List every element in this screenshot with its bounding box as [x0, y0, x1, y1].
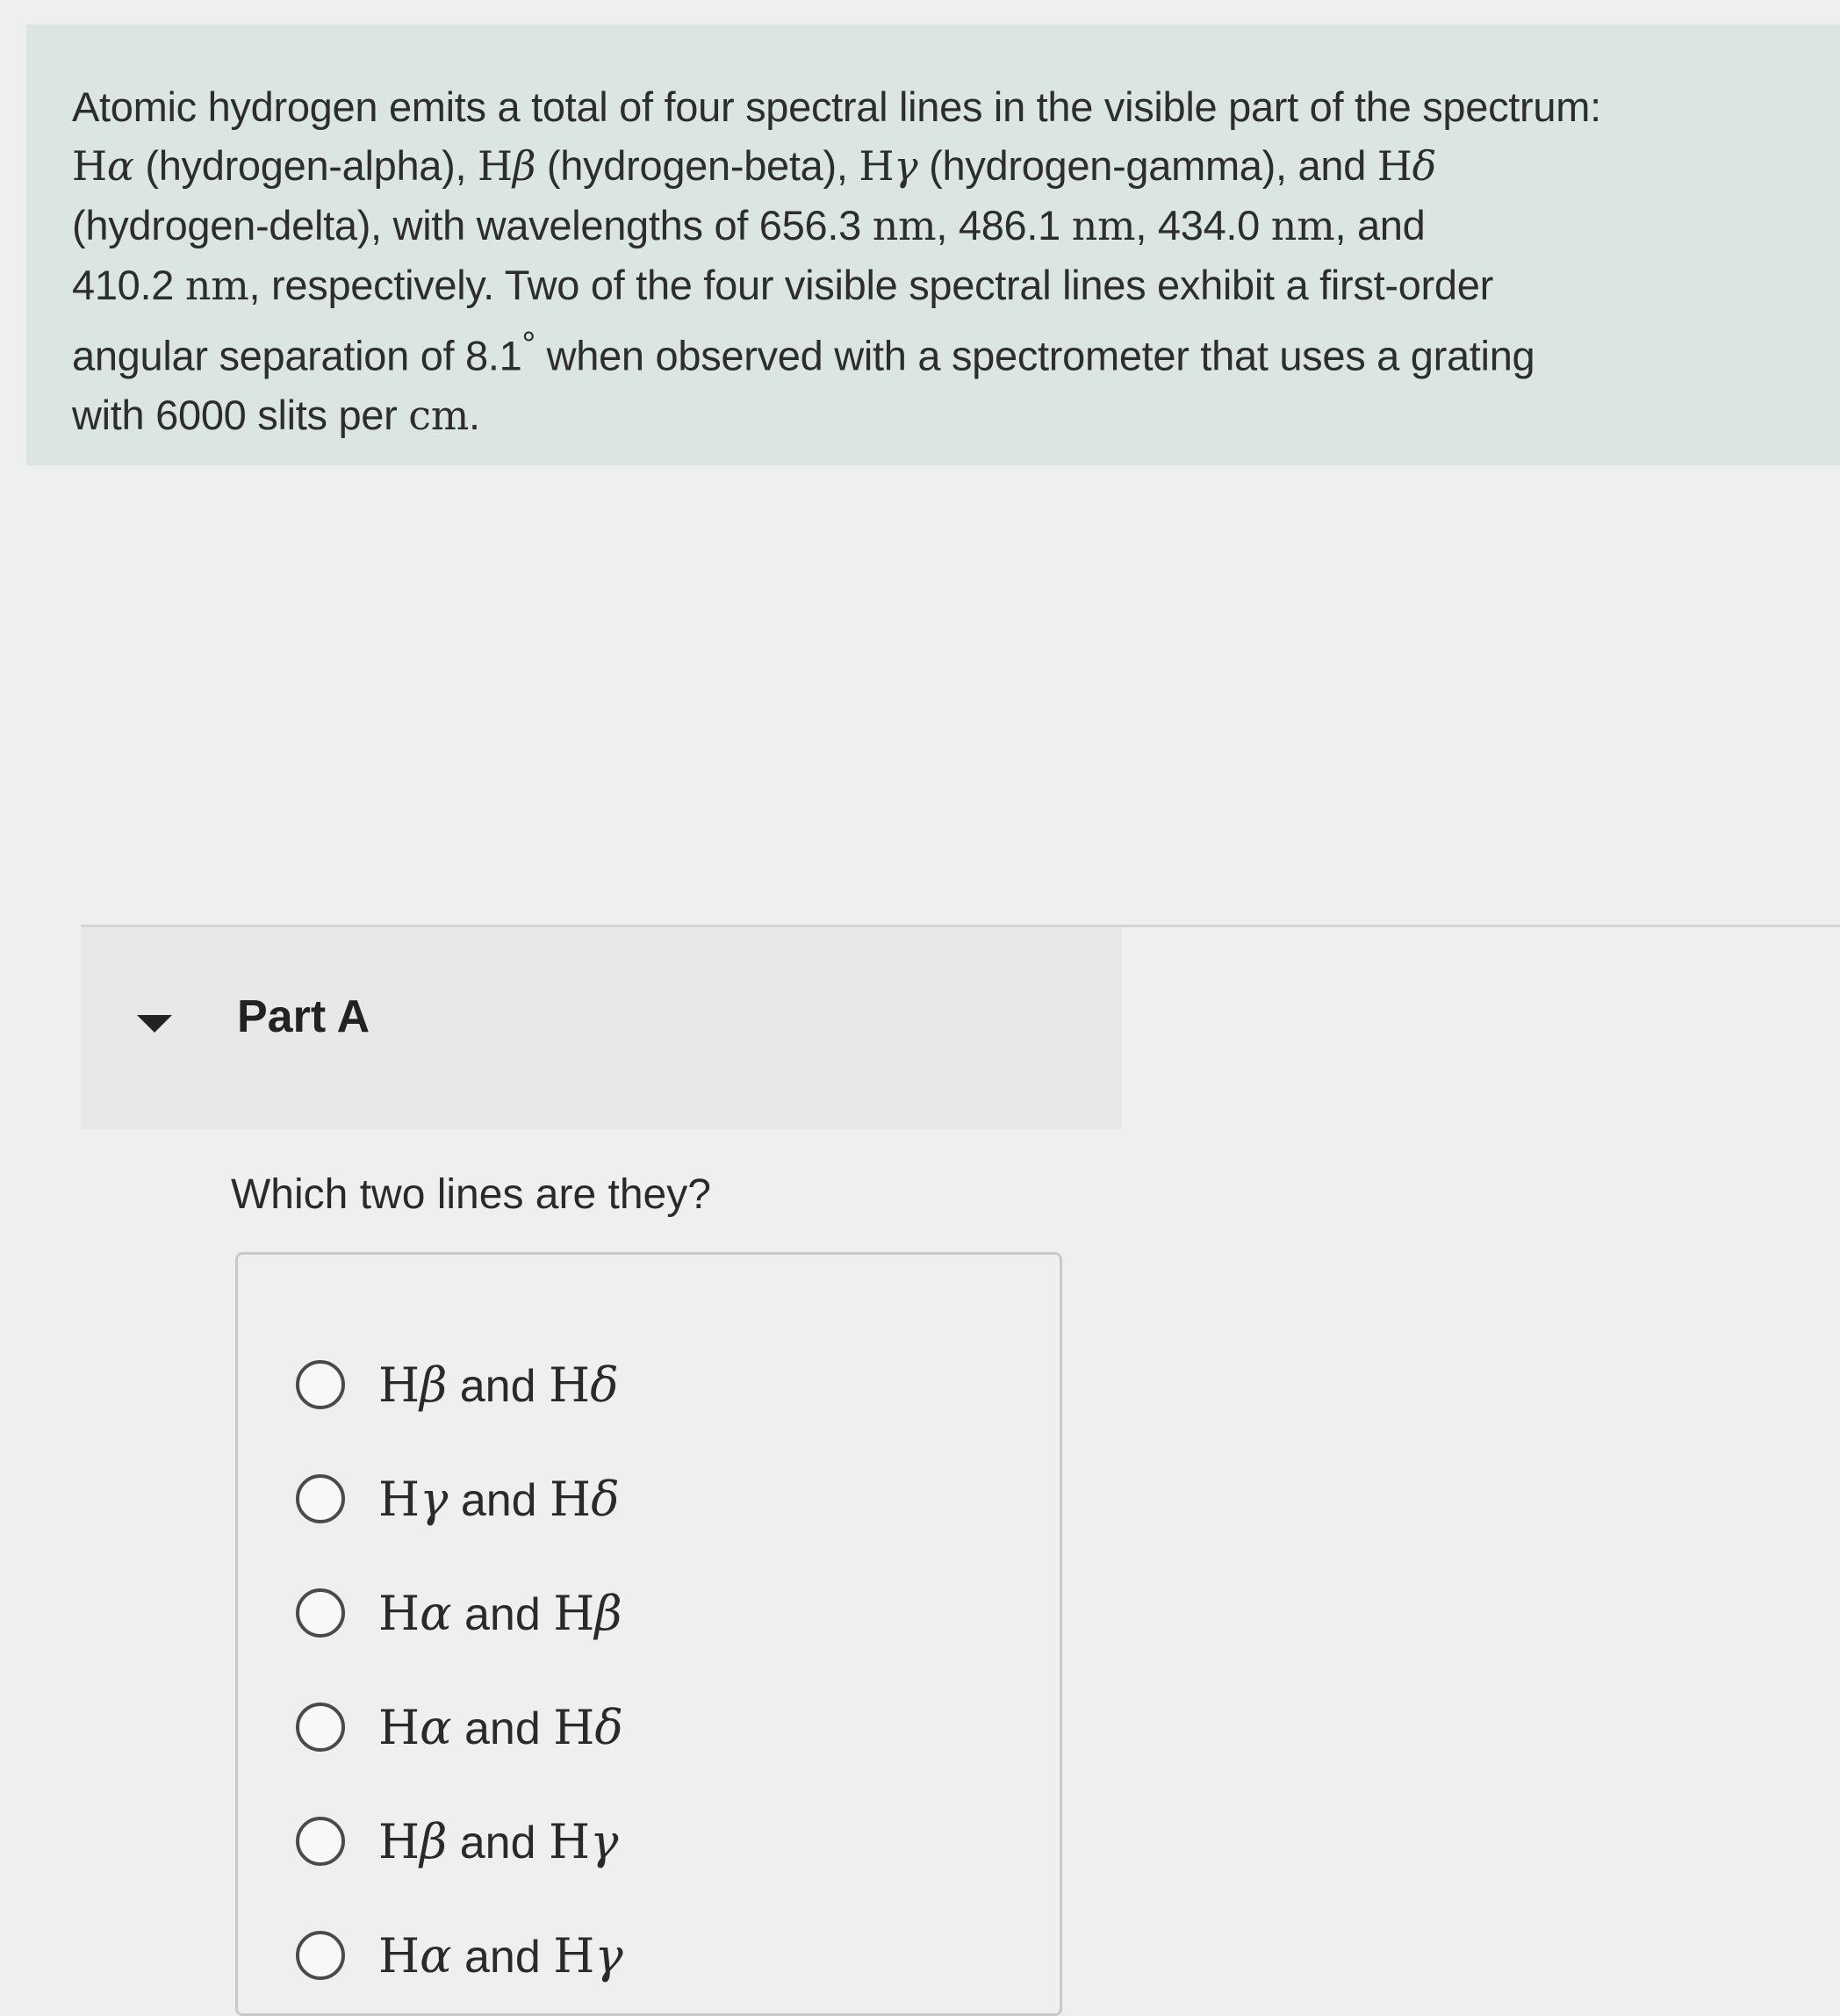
option-halpha-hbeta[interactable]: [296, 1578, 622, 1648]
problem-text-segment: , 434.0: [1135, 202, 1271, 248]
radio-button-icon[interactable]: [296, 1474, 345, 1523]
option-hgamma-hdelta[interactable]: [296, 1464, 620, 1534]
question-prompt: Which two lines are they?: [231, 1171, 711, 1218]
problem-text-segment: when observed with a spectrometer that uses a grating: [535, 332, 1535, 379]
radio-button-icon[interactable]: [296, 1931, 345, 1980]
h-alpha-symbol: Hα: [72, 142, 134, 190]
option-label[interactable]: Hγ and Hδ: [378, 1471, 620, 1527]
problem-text-segment: , 486.1: [936, 202, 1072, 248]
option-hbeta-hdelta[interactable]: [296, 1350, 619, 1420]
problem-text-segment: 410.2: [72, 262, 185, 308]
unit-nm: nm: [1071, 202, 1136, 249]
problem-text-segment: (hydrogen-alpha),: [133, 142, 478, 189]
option-halpha-hdelta[interactable]: [296, 1692, 623, 1762]
h-gamma-symbol: Hγ: [859, 142, 918, 190]
radio-button-icon[interactable]: [296, 1703, 345, 1752]
part-a-header[interactable]: [81, 927, 1122, 1129]
collapse-caret-icon[interactable]: [137, 1015, 172, 1033]
problem-text-segment: , and: [1334, 202, 1426, 248]
problem-text-segment: , respectively. Two of the four visible spectral lines exhibit a first-order: [248, 262, 1493, 308]
unit-nm: nm: [1270, 202, 1335, 249]
radio-button-icon[interactable]: [296, 1360, 345, 1409]
problem-text-segment: (hydrogen-gamma), and: [917, 142, 1377, 189]
problem-text-segment: with 6000 slits per: [72, 391, 409, 438]
problem-statement-box: [26, 25, 1840, 465]
answer-options-box: [235, 1252, 1062, 2016]
problem-text-segment: (hydrogen-beta),: [535, 142, 859, 189]
problem-text-segment: .: [469, 391, 480, 438]
option-label[interactable]: Hα and Hδ: [378, 1699, 623, 1755]
radio-button-icon[interactable]: [296, 1817, 345, 1866]
option-label[interactable]: Hβ and Hγ: [378, 1813, 619, 1869]
option-hbeta-hgamma[interactable]: [296, 1806, 618, 1876]
problem-text-segment: angular separation of 8.1: [72, 332, 522, 379]
problem-statement: [72, 77, 1836, 445]
part-title: Part A: [237, 991, 370, 1042]
unit-nm: nm: [184, 262, 249, 309]
degree-symbol: °: [521, 326, 535, 364]
option-label[interactable]: Hβ and Hδ: [378, 1357, 619, 1413]
radio-button-icon[interactable]: [296, 1588, 345, 1638]
unit-cm: cm: [408, 391, 470, 439]
option-halpha-hgamma[interactable]: [296, 1920, 623, 1991]
option-label[interactable]: Hα and Hγ: [378, 1927, 623, 1984]
problem-text-segment: Atomic hydrogen emits a total of four spectral lines in the visible part of the spectrum:: [72, 83, 1601, 130]
h-beta-symbol: Hβ: [478, 142, 536, 190]
problem-text-segment: (hydrogen-delta), with wavelengths of 656.3: [72, 202, 873, 248]
unit-nm: nm: [872, 202, 937, 249]
option-label[interactable]: Hα and Hβ: [378, 1585, 622, 1641]
h-delta-symbol: Hδ: [1376, 142, 1437, 190]
